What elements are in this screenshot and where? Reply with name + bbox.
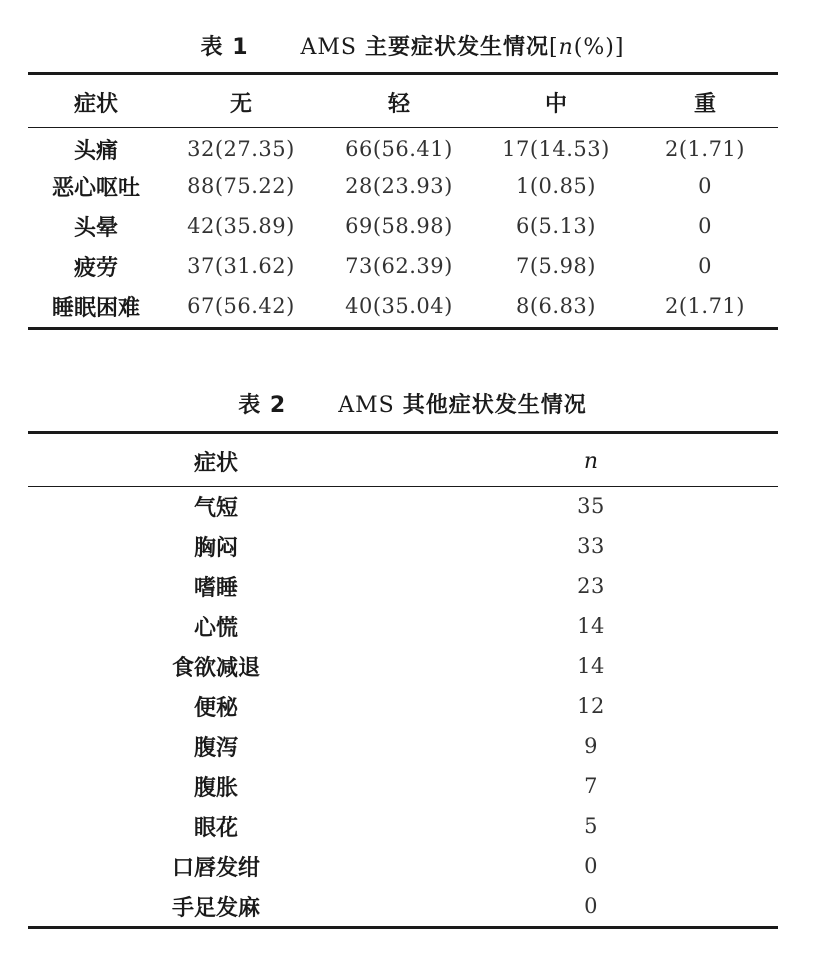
symptom-cell: 便秘 bbox=[193, 695, 238, 721]
value-cell: 67(56.42) bbox=[187, 294, 295, 318]
value-cell: 2(1.71) bbox=[664, 137, 745, 161]
table1-title-close: ] bbox=[614, 35, 625, 60]
count-cell: 33 bbox=[577, 534, 605, 558]
table2-header-cell: n bbox=[583, 448, 599, 474]
table1-header-row bbox=[28, 78, 778, 126]
table-row bbox=[28, 606, 778, 646]
symptom-cell: 腹泻 bbox=[193, 735, 238, 761]
table-row bbox=[28, 166, 778, 206]
table2-header-row bbox=[28, 436, 778, 486]
table-row bbox=[28, 806, 778, 846]
table-row bbox=[28, 846, 778, 886]
symptom-cell: 疲劳 bbox=[73, 255, 118, 281]
count-cell: 35 bbox=[577, 494, 605, 518]
table-row bbox=[28, 486, 778, 526]
count-cell: 12 bbox=[577, 694, 605, 718]
symptom-cell: 口唇发绀 bbox=[171, 855, 260, 881]
symptom-cell: 胸闷 bbox=[193, 535, 238, 561]
table2-label: 表 2 bbox=[238, 393, 287, 418]
value-cell: 0 bbox=[698, 254, 712, 278]
value-cell: 8(6.83) bbox=[515, 294, 596, 318]
value-cell: 28(23.93) bbox=[345, 174, 453, 198]
table1-header-cell: 无 bbox=[229, 91, 252, 117]
table1 bbox=[28, 78, 778, 326]
symptom-cell: 气短 bbox=[193, 495, 238, 521]
table2 bbox=[28, 436, 778, 926]
table2-title-latin: AMS bbox=[338, 393, 395, 418]
value-cell: 7(5.98) bbox=[515, 254, 596, 278]
table-row bbox=[28, 126, 778, 166]
table1-title-latin: AMS bbox=[300, 35, 357, 60]
symptom-cell: 手足发麻 bbox=[171, 895, 260, 921]
value-cell: 2(1.71) bbox=[664, 294, 745, 318]
value-cell: 37(31.62) bbox=[187, 254, 295, 278]
value-cell: 32(27.35) bbox=[187, 137, 295, 161]
table1-header-cell: 症状 bbox=[73, 91, 118, 117]
count-cell: 9 bbox=[584, 734, 598, 758]
table1-header-cell: 重 bbox=[693, 91, 716, 117]
count-cell: 14 bbox=[577, 654, 605, 678]
symptom-cell: 眼花 bbox=[193, 815, 238, 841]
table-row bbox=[28, 246, 778, 286]
table1-title-open: [ bbox=[549, 35, 559, 60]
value-cell: 0 bbox=[698, 214, 712, 238]
table-row bbox=[28, 566, 778, 606]
count-cell: 7 bbox=[584, 774, 598, 798]
table2-title: 其他症状发生情况 bbox=[402, 393, 587, 418]
table1-header-cell: 中 bbox=[544, 91, 567, 117]
value-cell: 17(14.53) bbox=[502, 137, 610, 161]
symptom-cell: 心慌 bbox=[193, 615, 238, 641]
table-row bbox=[28, 646, 778, 686]
count-cell: 23 bbox=[577, 574, 605, 598]
table-row bbox=[28, 766, 778, 806]
value-cell: 1(0.85) bbox=[515, 174, 596, 198]
table1-title-pct: (%) bbox=[573, 35, 615, 60]
table1-caption bbox=[0, 30, 825, 61]
table2-header-cell: 症状 bbox=[193, 450, 238, 476]
table2-caption bbox=[0, 388, 825, 419]
value-cell: 40(35.04) bbox=[345, 294, 453, 318]
symptom-cell: 头晕 bbox=[73, 215, 118, 241]
table-row bbox=[28, 526, 778, 566]
symptom-cell: 腹胀 bbox=[193, 775, 238, 801]
table1-header-cell: 轻 bbox=[387, 91, 410, 117]
table1-bottom-rule bbox=[28, 327, 778, 330]
table2-bottom-rule bbox=[28, 926, 778, 929]
table-row bbox=[28, 726, 778, 766]
symptom-cell: 食欲减退 bbox=[171, 655, 260, 681]
value-cell: 66(56.41) bbox=[345, 137, 453, 161]
value-cell: 73(62.39) bbox=[345, 254, 453, 278]
table-row bbox=[28, 886, 778, 926]
count-cell: 14 bbox=[577, 614, 605, 638]
value-cell: 0 bbox=[698, 174, 712, 198]
count-cell: 0 bbox=[584, 854, 598, 878]
count-cell: 5 bbox=[584, 814, 598, 838]
symptom-cell: 头痛 bbox=[73, 138, 118, 164]
table1-title: 主要症状发生情况 bbox=[365, 35, 550, 60]
table1-label: 表 1 bbox=[200, 35, 249, 60]
table-row bbox=[28, 206, 778, 246]
table-row bbox=[28, 286, 778, 326]
value-cell: 42(35.89) bbox=[187, 214, 295, 238]
value-cell: 88(75.22) bbox=[187, 174, 295, 198]
table-row bbox=[28, 686, 778, 726]
symptom-cell: 恶心呕吐 bbox=[51, 175, 140, 201]
table2-top-rule bbox=[28, 431, 778, 434]
table1-title-n: n bbox=[558, 35, 574, 60]
table1-top-rule bbox=[28, 72, 778, 75]
value-cell: 6(5.13) bbox=[515, 214, 596, 238]
value-cell: 69(58.98) bbox=[345, 214, 453, 238]
symptom-cell: 嗜睡 bbox=[193, 575, 238, 601]
symptom-cell: 睡眠困难 bbox=[51, 295, 140, 321]
count-cell: 0 bbox=[584, 894, 598, 918]
